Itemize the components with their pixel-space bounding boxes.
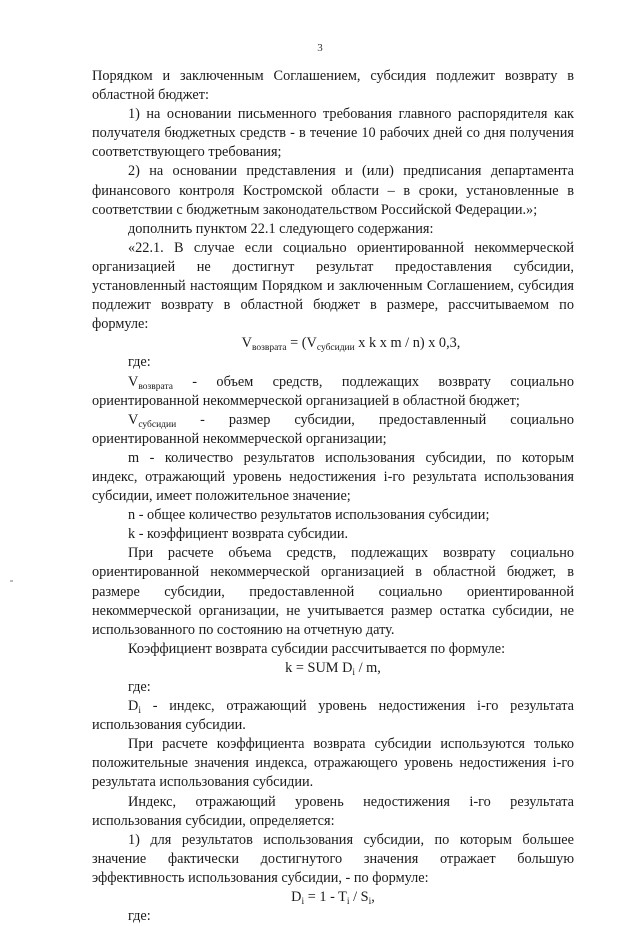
paragraph-22-1: «22.1. В случае если социально ориентированной некоммерческой организацией не достигнут результат предоставления субсидии, установленный настоящим Порядком и заключенным Соглашением, субсидия подлежит возврату в областной бюджет в размере, рассчитываемом по формуле: bbox=[92, 239, 574, 333]
paragraph-index-intro: Индекс, отражающий уровень недостижения i-го результата использования субсидии, определяется: bbox=[92, 793, 574, 829]
paragraph-continuation: Порядком и заключенным Соглашением, субсидия подлежит возврату в областной бюджет: bbox=[92, 68, 574, 104]
formula-return-volume bbox=[92, 334, 574, 353]
formula-part: = (V bbox=[286, 335, 317, 352]
formula-subscript-i: i bbox=[346, 897, 350, 908]
formula-symbol-v: V bbox=[241, 335, 252, 352]
formula-part: x k x m / n) x 0,3, bbox=[354, 335, 461, 352]
formula-index bbox=[92, 888, 574, 907]
symbol-v: V bbox=[128, 411, 139, 428]
definition-k: k - коэффициент возврата субсидии. bbox=[128, 526, 349, 543]
paragraph-item-1: 1) на основании письменного требования главного распорядителя как получателя бюджетных средств - в течение 10 рабочих дней со дня получения соответствующего требования; bbox=[92, 106, 574, 161]
definition-text: - размер субсидии, предоставленный социально ориентированной некоммерческой организации; bbox=[92, 411, 574, 447]
subscript-subsidii: субсидии bbox=[138, 419, 177, 430]
subscript-i: i bbox=[138, 706, 141, 717]
where-label: где: bbox=[128, 679, 151, 695]
formula-symbol-d: D bbox=[291, 889, 302, 906]
formula-part: k = SUM D bbox=[285, 659, 353, 676]
paragraph-amendment-intro: дополнить пунктом 22.1 следующего содержания: bbox=[128, 220, 434, 237]
subscript-vozvrata: возврата bbox=[138, 381, 173, 392]
symbol-d: D bbox=[128, 698, 139, 715]
definition-text: - объем средств, подлежащих возврату социально ориентированной некоммерческой организацией в областной бюджет; bbox=[92, 373, 574, 409]
page-number: 3 bbox=[317, 42, 323, 54]
formula-subscript-i: i bbox=[301, 897, 305, 908]
paragraph-calculation-note: При расчете объема средств, подлежащих возврату социально ориентированной некоммерческой организацией в областной бюджет, в размере субсидии, предоставленной социально ориентированной некоммерческой организации, не учитывается размер остатка субсидии, не использованного по состоянию на отчетную дату. bbox=[92, 545, 574, 638]
formula-subscript-i: i bbox=[368, 897, 372, 908]
formula-part: / S bbox=[349, 889, 369, 906]
paragraph-case-1: 1) для результатов использования субсидии, по которым большее значение фактически достигнутого значения отражает большую эффективность использования субсидии, - по формуле: bbox=[92, 831, 574, 886]
definition-v-subsidii bbox=[92, 411, 574, 449]
paragraph-item-2: 2) на основании представления и (или) предписания департамента финансового контроля Костромской области – в сроки, установленные в соответствии с бюджетным законодательством Российской Федерации.»; bbox=[92, 163, 574, 218]
definition-text: - индекс, отражающий уровень недостижения i-го результата использования субсидии. bbox=[92, 698, 574, 734]
formula-subscript-i: i bbox=[352, 667, 356, 678]
formula-coefficient bbox=[92, 659, 574, 678]
scan-mark bbox=[10, 580, 13, 582]
paragraph-coefficient-intro: Коэффициент возврата субсидии рассчитывается по формуле: bbox=[128, 640, 506, 657]
formula-part: / m, bbox=[355, 659, 381, 676]
definition-v-vozvrata bbox=[92, 373, 574, 411]
formula-part: , bbox=[371, 889, 375, 906]
document-body bbox=[92, 67, 574, 926]
where-label: где: bbox=[128, 908, 151, 925]
formula-subscript-subsidii: субсидии bbox=[316, 343, 355, 354]
symbol-v: V bbox=[128, 373, 139, 390]
formula-subscript-vozvrata: возврата bbox=[251, 343, 287, 354]
definition-n: n - общее количество результатов использования субсидии; bbox=[128, 507, 490, 524]
definition-m: m - количество результатов использования субсидии, по которым индекс, отражающий уровень недостижения i-го результата использования субсидии, имеет положительное значение; bbox=[92, 449, 574, 505]
where-label: где: bbox=[128, 354, 151, 371]
paragraph-positive-values: При расчете коэффициента возврата субсидии используются только положительные значения индекса, отражающего уровень недостижения i-го результата использования субсидии. bbox=[92, 736, 574, 791]
definition-d bbox=[92, 697, 574, 735]
formula-part: = 1 - T bbox=[304, 889, 347, 906]
